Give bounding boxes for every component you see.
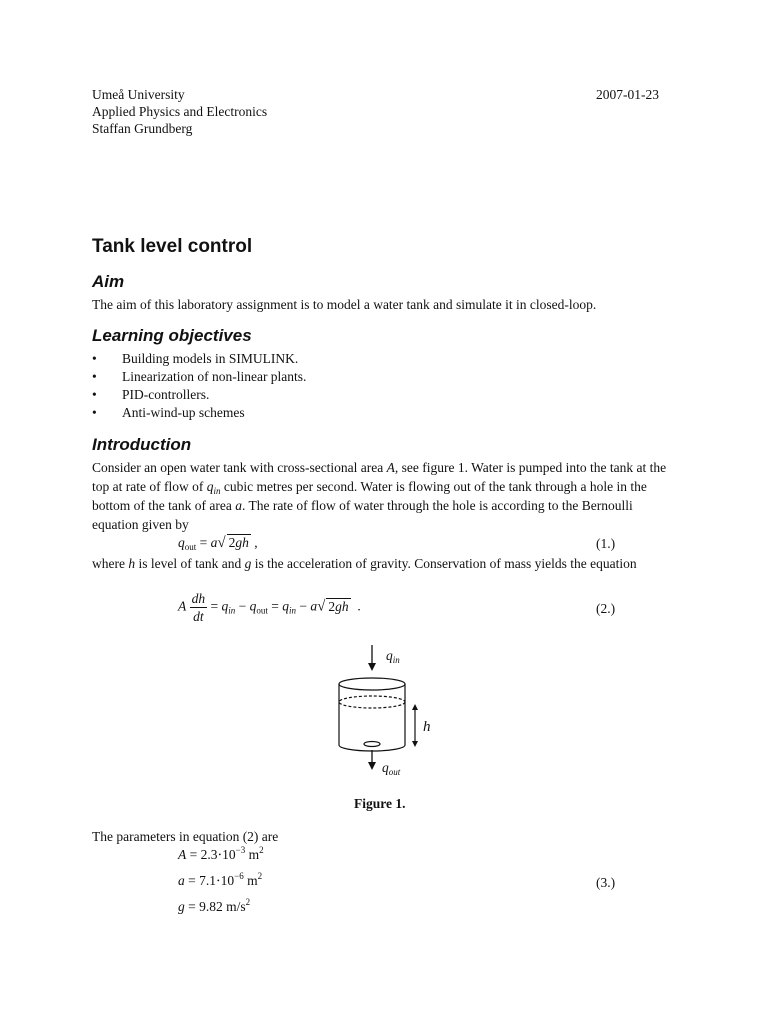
- q-out-label: $q_{out}$: [382, 760, 401, 777]
- tank-icon: [339, 678, 405, 751]
- header-department: Applied Physics and Electronics: [92, 104, 268, 119]
- equation-2: A $\frac{dh}{dt}$ = $q_{in} - q_{out} = q_{in} - a√$ 2gh .: [178, 591, 361, 624]
- bullet-icon: •: [92, 405, 97, 420]
- parameter-a: $a = 7.1\cdot 10^{-6}$ $m^2$: [178, 871, 263, 888]
- header-university: Umeå University: [92, 87, 185, 102]
- equation-2-number: (2.): [596, 601, 616, 616]
- bullet-icon: •: [92, 351, 97, 366]
- introduction-paragraph-2: where h is level of tank and g is the acceleration of gravity. Conservation of mass yields the equation: [92, 556, 637, 571]
- header-date: 2007-01-23: [596, 87, 659, 102]
- bullet-icon: •: [92, 387, 97, 402]
- objective-item: • Anti-wind-up schemes: [92, 405, 245, 420]
- objective-item: • Building models in SIMULINK.: [92, 351, 299, 366]
- header-author: Staffan Grundberg: [92, 121, 193, 136]
- objectives-list: [92, 350, 306, 422]
- aim-text: The aim of this laboratory assignment is to model a water tank and simulate it in closed-loop.: [92, 297, 597, 312]
- introduction-heading: Introduction: [92, 435, 192, 454]
- inflow-arrow-icon: [368, 645, 376, 671]
- equation-3-number: (3.): [596, 875, 616, 890]
- parameter-g: g = 9.82 $m/s^2$: [178, 897, 251, 914]
- q-in-label: $q_{in}$: [386, 648, 400, 665]
- bullet-icon: •: [92, 369, 97, 384]
- aim-heading: Aim: [92, 272, 125, 291]
- h-label: h: [423, 719, 431, 735]
- objectives-heading: Learning objectives: [92, 326, 252, 345]
- equation-1-number: (1.): [596, 536, 616, 551]
- parameters-intro: The parameters in equation (2) are: [92, 829, 279, 844]
- parameter-A: $A = 2.3\cdot 10^{-3}$ $m^2$: [178, 845, 264, 862]
- height-arrow-icon: [412, 704, 418, 747]
- equation-1: $q_{out} = a√$ 2gh ,: [178, 535, 258, 552]
- page-title: Tank level control: [92, 236, 253, 257]
- objective-item: • PID-controllers.: [92, 387, 210, 402]
- introduction-paragraph-1: Consider an open water tank with cross-sectional area A, see figure 1. Water is pumped into the tank at the top at rate of flow of $q_{in}$ cubic metres per second. Water is flowing out of the tank through a hole in the bottom of the tank of area a. The rate of flow of water through the hole is according to the Bernoulli equation given by: [92, 460, 667, 532]
- objective-item: • Linearization of non-linear plants.: [92, 369, 307, 384]
- figure-caption: Figure 1.: [354, 796, 406, 811]
- outflow-arrow-icon: [368, 750, 376, 770]
